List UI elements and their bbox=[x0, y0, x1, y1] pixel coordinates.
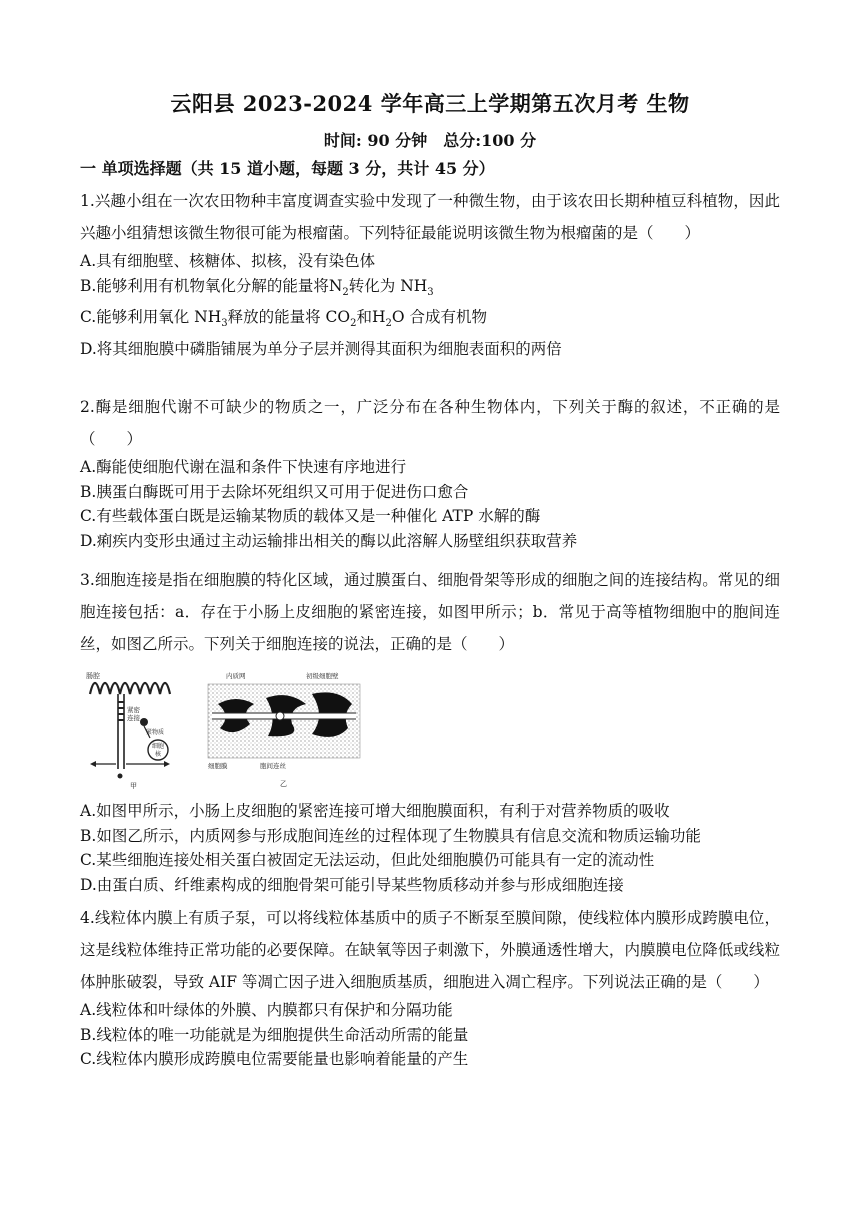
question-4-option-a: A.线粒体和叶绿体的外膜、内膜都只有保护和分隔功能 bbox=[80, 1001, 453, 1019]
option-c-sub-1: 3 bbox=[221, 318, 228, 330]
section-heading: 一 单项选择题（共 15 道小题，每题 3 分，共计 45 分） bbox=[80, 159, 495, 178]
figure-jia bbox=[86, 671, 170, 790]
question-1-stem: 1.兴趣小组在一次农田物种丰富度调查实验中发现了一种微生物，由于该农田长期种植豆科植物，因此兴趣小组猜想该微生物很可能为根瘤菌。下列特征最能说明该微生物为根瘤菌的是（ ） bbox=[80, 192, 780, 242]
label-nucleus-1: 细胞 bbox=[152, 743, 165, 750]
option-c-text-3: 和H bbox=[356, 308, 386, 327]
question-3-option-a: A.如图甲所示，小肠上皮细胞的紧密连接可增大细胞膜面积，有利于对营养物质的吸收 bbox=[80, 802, 670, 820]
option-b-text-2: 转化为 NH bbox=[348, 276, 428, 295]
label-substance: 紧物质 bbox=[146, 729, 165, 736]
option-c-sub-2: 2 bbox=[350, 318, 357, 330]
question-3-option-d: D.由蛋白质、纤维素构成的细胞骨架可能引导某些物质移动并参与形成细胞连接 bbox=[80, 875, 624, 894]
question-4 bbox=[80, 902, 780, 1072]
question-3-option-c: C.某些细胞连接处相关蛋白被固定无法运动，但此处细胞膜仍可能具有一定的流动性 bbox=[80, 851, 655, 869]
option-c-text-2: 释放的能量将 CO bbox=[227, 308, 351, 327]
arrow-right-head bbox=[164, 761, 170, 767]
question-1 bbox=[80, 185, 780, 361]
caption-jia: 甲 bbox=[130, 782, 137, 790]
question-2-option-d: D.痢疾内变形虫通过主动运输排出相关的酶以此溶解人肠壁组织获取营养 bbox=[80, 531, 578, 550]
label-nucleus-2: 核 bbox=[155, 751, 162, 758]
question-1-option-b bbox=[80, 274, 780, 306]
microvilli-shape bbox=[90, 683, 170, 694]
label-plasmodesma: 胞间连丝 bbox=[260, 762, 286, 770]
option-c-text-1: C.能够利用氧化 NH bbox=[80, 308, 222, 327]
question-1-option-a: A.具有细胞壁、核糖体、拟核，没有染色体 bbox=[80, 252, 376, 270]
caption-yi: 乙 bbox=[280, 780, 287, 788]
question-4-option-c: C.线粒体内膜形成跨膜电位需要能量也影响着能量的产生 bbox=[80, 1050, 469, 1068]
question-2-option-c: C.有些载体蛋白既是运输某物质的载体又是一种催化 ATP 水解的酶 bbox=[80, 507, 541, 525]
option-c-sub-3: 2 bbox=[385, 318, 392, 330]
label-membrane: 细胞膜 bbox=[208, 762, 228, 770]
option-c-text-4: O 合成有机物 bbox=[391, 308, 488, 327]
question-2-stem: 2.酶是细胞代谢不可缺少的物质之一，广泛分布在各种生物体内，下列关于酶的叙述，不正确的是（ ） bbox=[80, 398, 780, 448]
cell-junction-figure bbox=[80, 664, 370, 790]
arrow-left-head bbox=[90, 761, 96, 767]
question-2 bbox=[80, 391, 780, 553]
label-wall: 初级细胞壁 bbox=[306, 672, 339, 680]
question-3-stem: 3.细胞连接是指在细胞膜的特化区域，通过膜蛋白、细胞骨架等形成的细胞之间的连接结构。常见的细胞连接包括：a．存在于小肠上皮细胞的紧密连接，如图甲所示；b．常见于高等植物细胞中的胞间连丝，如图乙所示。下列关于细胞连接的说法，正确的是（ ） bbox=[80, 571, 780, 653]
question-3-options bbox=[80, 799, 780, 897]
label-lumen: 肠腔 bbox=[86, 672, 100, 680]
question-3-option-b: B.如图乙所示，内质网参与形成胞间连丝的过程体现了生物膜具有信息交流和物质运输功能 bbox=[80, 826, 701, 845]
label-junction-2: 连接 bbox=[127, 714, 140, 722]
label-junction-1: 紧密 bbox=[127, 706, 140, 714]
question-2-option-a: A.酶能使细胞代谢在温和条件下快速有序地进行 bbox=[80, 458, 407, 476]
base-dot bbox=[118, 774, 123, 779]
figure-yi bbox=[208, 671, 360, 788]
question-1-option-c bbox=[80, 305, 780, 337]
option-b-sub-2: 3 bbox=[427, 286, 434, 298]
substance-dot bbox=[140, 718, 148, 726]
exam-title: 云阳县 2023-2024 学年高三上学期第五次月考 生物 bbox=[170, 91, 690, 116]
question-4-option-b: B.线粒体的唯一功能就是为细胞提供生命活动所需的能量 bbox=[80, 1025, 469, 1044]
cell-junction-illustration bbox=[80, 664, 370, 790]
option-b-sub-1: 2 bbox=[342, 286, 349, 298]
question-1-option-d: D.将其细胞膜中磷脂铺展为单分子层并测得其面积为细胞表面积的两倍 bbox=[80, 339, 562, 358]
desmotubule-circle bbox=[276, 712, 284, 720]
label-er: 内质网 bbox=[226, 672, 246, 680]
question-2-option-b: B.胰蛋白酶既可用于去除坏死组织又可用于促进伤口愈合 bbox=[80, 482, 469, 501]
exam-time-score: 时间: 90 分钟 总分:100 分 bbox=[323, 131, 537, 150]
question-4-stem: 4.线粒体内膜上有质子泵，可以将线粒体基质中的质子不断泵至膜间隙，使线粒体内膜形成跨膜电位，这是线粒体维持正常功能的必要保障。在缺氧等因子刺激下，外膜通透性增大，内膜膜电位降低或线粒体肿胀破裂，导致 AIF 等凋亡因子进入细胞质基质，细胞进入凋亡程序。下列说法正确的是（ ） bbox=[80, 909, 780, 991]
option-b-text-1: B.能够利用有机物氧化分解的能量将N bbox=[80, 276, 343, 295]
question-3 bbox=[80, 564, 780, 660]
